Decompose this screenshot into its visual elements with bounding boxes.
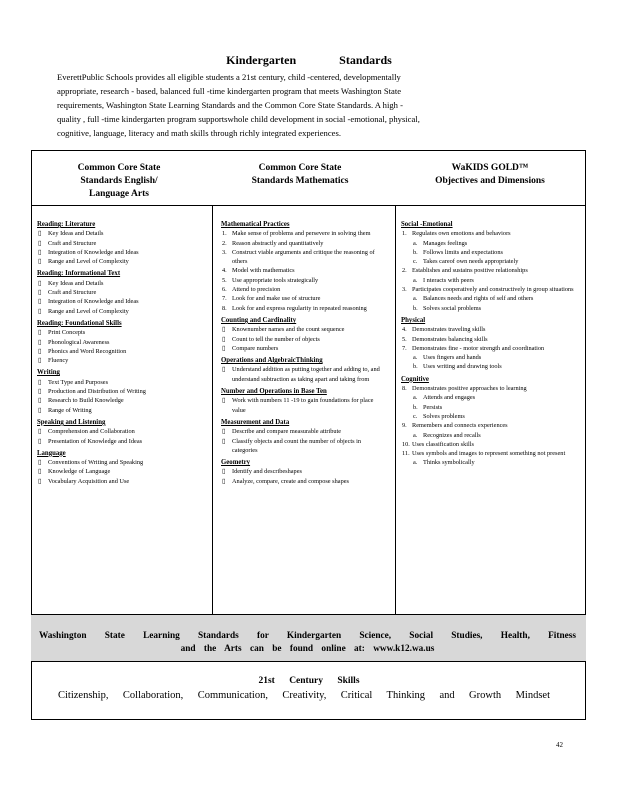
item-text: Knownumber names and the count sequence xyxy=(232,326,345,334)
note-line: Washington State Learning Standards for Kindergarten Science, Social Studies, Health, Fitness xyxy=(39,631,576,641)
list-item xyxy=(221,467,386,476)
section-heading xyxy=(37,449,207,458)
item-marker: ▯ xyxy=(38,298,42,306)
item-marker: 1. xyxy=(222,230,227,238)
item-text: Persists xyxy=(423,403,443,411)
list-item xyxy=(37,437,207,446)
item-text: I nteracts with peers xyxy=(423,276,474,284)
item-text: Demonstrates positive approaches to learning xyxy=(412,385,527,393)
list-item xyxy=(221,285,386,294)
item-marker: a. xyxy=(413,239,418,247)
item-marker: 5. xyxy=(402,335,407,343)
item-marker: ▯ xyxy=(222,335,226,343)
item-marker: ▯ xyxy=(38,329,42,337)
item-text: Solves problems xyxy=(423,412,465,420)
list-item xyxy=(221,437,386,456)
item-text: Compare numbers xyxy=(232,344,279,352)
list-item xyxy=(221,248,386,267)
list-item xyxy=(221,335,386,344)
item-text: Integration of Knowledge and Ideas xyxy=(48,298,139,306)
item-text: Look for and make use of structure xyxy=(232,295,321,303)
intro-line: cognitive, language, literacy and math skills through richly integrated experiences. xyxy=(57,128,341,138)
section-heading xyxy=(37,418,207,427)
item-text: Phonics and Word Recognition xyxy=(48,347,127,355)
list-item xyxy=(37,467,207,476)
item-text: Look for and express regularity in repeated reasoning xyxy=(232,304,367,312)
item-text: Integration of Knowledge and Ideas xyxy=(48,248,139,256)
list-item xyxy=(221,294,386,303)
list-item xyxy=(37,229,207,238)
list-item xyxy=(37,356,207,365)
intro-line: appropriate, research - based, balanced full -time kindergarten program that meets Washington State xyxy=(57,86,402,96)
item-marker: a. xyxy=(413,354,418,362)
list-item xyxy=(401,266,579,275)
item-text: Solves social problems xyxy=(423,304,482,312)
item-text: Participates cooperatively and constructively in group situations xyxy=(412,286,574,294)
item-text: Demonstrates fine - motor strength and coordination xyxy=(412,344,545,352)
intro-paragraph xyxy=(57,70,557,140)
item-marker: ▯ xyxy=(38,468,42,476)
list-item xyxy=(401,239,579,248)
section-heading-text: Measurement and Data xyxy=(221,418,290,426)
item-marker: 2. xyxy=(222,239,227,247)
heading-line: Objectives and Dimensions xyxy=(435,176,545,186)
item-text: Fluency xyxy=(48,357,69,365)
section-heading xyxy=(221,356,386,365)
item-text: Manages feelings xyxy=(423,239,468,247)
item-text: Uses classification skills xyxy=(412,440,474,448)
item-text: Make sense of problems and persevere in solving them xyxy=(232,230,371,238)
item-marker: a. xyxy=(413,295,418,303)
item-text: Describe and compare measurable attribute xyxy=(232,428,342,436)
list-item xyxy=(401,304,579,313)
skills-heading: 21st Century Skills xyxy=(258,676,360,686)
item-marker: ▯ xyxy=(38,428,42,436)
ela-standards-list xyxy=(37,220,207,486)
item-text: Remembers and connects experiences xyxy=(412,422,508,430)
item-text: Takes careof own needs appropriately xyxy=(423,258,519,266)
item-marker: 3. xyxy=(402,286,407,294)
item-marker: ▯ xyxy=(38,258,42,266)
item-text: Comprehension and Collaboration xyxy=(48,428,135,436)
section-heading xyxy=(37,269,207,278)
section-heading-text: Geometry xyxy=(221,459,251,467)
list-item xyxy=(401,384,579,393)
item-marker: ▯ xyxy=(222,326,226,334)
list-item xyxy=(37,458,207,467)
list-item xyxy=(37,378,207,387)
list-item xyxy=(37,387,207,396)
section-heading xyxy=(401,220,579,229)
math-column-heading xyxy=(220,162,380,188)
heading-line: Common Core State xyxy=(77,163,161,173)
item-marker: ▯ xyxy=(38,357,42,365)
item-marker: 8. xyxy=(222,304,227,312)
list-item xyxy=(37,307,207,316)
list-item xyxy=(221,396,386,415)
section-heading xyxy=(37,319,207,328)
list-item xyxy=(221,304,386,313)
item-text: Work with numbers 11 -19 to gain foundations for place value xyxy=(232,397,374,414)
item-marker: 1. xyxy=(402,230,407,238)
list-item xyxy=(37,328,207,337)
item-marker: 3. xyxy=(222,248,227,256)
heading-line: Standards Mathematics xyxy=(251,176,349,186)
list-item xyxy=(221,229,386,238)
item-text: Craft and Structure xyxy=(48,239,97,247)
section-heading-text: Cognitive xyxy=(401,375,429,383)
list-item xyxy=(401,403,579,412)
item-marker: ▯ xyxy=(38,279,42,287)
item-marker: b. xyxy=(413,403,418,411)
section-heading xyxy=(37,368,207,377)
item-text: Recognizes and recalls xyxy=(423,431,481,439)
item-marker: ▯ xyxy=(38,289,42,297)
section-heading-text: Reading: Informational Text xyxy=(37,270,121,278)
list-item xyxy=(401,335,579,344)
section-heading-text: Social -Emotional xyxy=(401,221,453,228)
item-text: Craft and Structure xyxy=(48,289,97,297)
section-heading xyxy=(221,418,386,427)
intro-line: quality , full -time kindergarten program supportswhole child development in social -emotional, physical, xyxy=(57,114,420,124)
item-marker: ▯ xyxy=(38,338,42,346)
heading-line: Language Arts xyxy=(89,189,149,199)
section-heading-text: Reading: Literature xyxy=(37,221,96,228)
item-marker: ▯ xyxy=(222,477,226,485)
item-marker: a. xyxy=(413,276,418,284)
list-item xyxy=(401,449,579,458)
page-number: 42 xyxy=(556,741,563,749)
section-heading-text: Operations and AlgebraicThinking xyxy=(221,357,323,365)
section-heading-text: Reading: Foundational Skills xyxy=(37,319,122,327)
wakids-column-heading xyxy=(400,162,580,188)
item-text: Regulates own emotions and behaviors xyxy=(412,230,511,238)
item-text: Attend to precision xyxy=(232,286,281,294)
list-item xyxy=(37,396,207,405)
item-marker: a. xyxy=(413,431,418,439)
section-heading-text: Speaking and Listening xyxy=(37,418,106,426)
item-text: Classify objects and count the number of objects in categories xyxy=(232,437,362,454)
math-standards-list xyxy=(221,220,386,486)
item-marker: ▯ xyxy=(222,397,226,405)
list-item xyxy=(401,325,579,334)
heading-line: Common Core State xyxy=(258,163,342,173)
list-item xyxy=(221,344,386,353)
list-item xyxy=(401,421,579,430)
item-marker: a. xyxy=(413,459,418,467)
item-marker: ▯ xyxy=(38,437,42,445)
item-text: Knowledge of Language xyxy=(48,468,111,476)
item-marker: ▯ xyxy=(38,307,42,315)
list-item xyxy=(37,279,207,288)
list-item xyxy=(401,353,579,362)
item-marker: ▯ xyxy=(38,347,42,355)
section-heading-text: Writing xyxy=(37,369,60,377)
section-heading-text: Counting and Cardinality xyxy=(221,316,297,324)
item-text: Reason abstractly and quantitatively xyxy=(232,239,324,247)
item-marker: 2. xyxy=(402,267,407,275)
header-divider xyxy=(31,205,586,206)
item-marker: ▯ xyxy=(222,468,226,476)
list-item xyxy=(37,297,207,306)
item-text: Vocabulary Acquisition and Use xyxy=(48,477,130,485)
list-item xyxy=(401,440,579,449)
item-marker: ▯ xyxy=(222,428,226,436)
item-text: Range and Level of Complexity xyxy=(48,307,129,315)
list-item xyxy=(401,294,579,303)
column-divider xyxy=(395,205,396,614)
list-item xyxy=(401,229,579,238)
section-heading xyxy=(221,220,386,229)
list-item xyxy=(37,406,207,415)
item-marker: 9. xyxy=(402,422,407,430)
item-marker: c. xyxy=(413,412,418,420)
section-heading-text: Number and Operations in Base Ten xyxy=(221,388,327,396)
item-text: Thinks symbolically xyxy=(423,459,475,467)
list-item xyxy=(401,257,579,266)
item-text: Print Concepts xyxy=(48,329,86,337)
list-item xyxy=(401,362,579,371)
item-text: Presentation of Knowledge and Ideas xyxy=(48,437,143,445)
note-line: and the Arts can be found online at: www.k12.wa.us xyxy=(180,644,435,654)
list-item xyxy=(221,266,386,275)
ela-column-heading xyxy=(44,162,194,201)
item-marker: b. xyxy=(413,248,418,256)
item-marker: 6. xyxy=(222,286,227,294)
list-item xyxy=(221,365,386,384)
item-text: Use appropriate tools strategically xyxy=(232,276,319,284)
section-heading xyxy=(221,458,386,467)
item-marker: 5. xyxy=(222,276,227,284)
list-item xyxy=(401,285,579,294)
list-item xyxy=(401,344,579,353)
list-item xyxy=(401,393,579,402)
intro-line: requirements, Washington State Learning Standards and the Common Core State Standards. A high - xyxy=(57,100,403,110)
item-text: Balances needs and rights of self and others xyxy=(423,295,534,303)
item-marker: ▯ xyxy=(222,344,226,352)
list-item xyxy=(221,276,386,285)
item-marker: 11. xyxy=(402,450,410,458)
item-marker: ▯ xyxy=(38,406,42,414)
list-item xyxy=(37,239,207,248)
intro-line: EverettPublic Schools provides all eligible students a 21st century, child -centered, developmentally xyxy=(57,72,401,82)
section-heading xyxy=(401,375,579,384)
section-heading-text: Language xyxy=(37,449,66,457)
item-marker: c. xyxy=(413,258,418,266)
item-text: Uses writing and drawing tools xyxy=(423,363,502,371)
skills-list: Citizenship, Collaboration, Communication, Creativity, Critical Thinking and Growth Mindset xyxy=(58,690,550,701)
item-marker: ▯ xyxy=(38,378,42,386)
item-text: Construct viable arguments and critique the reasoning of others xyxy=(232,248,375,266)
list-item xyxy=(221,477,386,486)
section-heading xyxy=(401,316,579,325)
section-heading-text: Physical xyxy=(401,316,426,324)
list-item xyxy=(37,288,207,297)
list-item xyxy=(401,458,579,467)
item-text: Analyze, compare, create and compose shapes xyxy=(232,477,349,485)
section-heading xyxy=(221,316,386,325)
item-marker: b. xyxy=(413,363,418,371)
item-text: Research to Build Knowledge xyxy=(48,397,124,405)
list-item xyxy=(37,257,207,266)
item-marker: ▯ xyxy=(222,437,226,445)
item-text: Understand addition as putting together and adding to, and understand subtraction as taking apart and taking from xyxy=(232,366,380,383)
list-item xyxy=(221,239,386,248)
list-item xyxy=(37,427,207,436)
list-item xyxy=(401,412,579,421)
list-item xyxy=(37,338,207,347)
item-text: Production and Distribution of Writing xyxy=(48,388,146,396)
item-marker: ▯ xyxy=(222,366,226,374)
item-text: Key Ideas and Details xyxy=(48,230,104,238)
item-text: Model with mathematics xyxy=(232,267,295,275)
item-marker: ▯ xyxy=(38,230,42,238)
item-marker: ▯ xyxy=(38,397,42,405)
list-item xyxy=(37,347,207,356)
heading-line: Standards English/ xyxy=(80,176,158,186)
list-item xyxy=(221,325,386,334)
item-marker: 10. xyxy=(402,440,410,448)
item-text: Demonstrates traveling skills xyxy=(412,326,486,334)
item-text: Range and Level of Complexity xyxy=(48,258,129,266)
item-marker: a. xyxy=(413,394,418,402)
item-text: Conventions of Writing and Speaking xyxy=(48,459,144,467)
item-text: Key Ideas and Details xyxy=(48,279,104,287)
column-divider xyxy=(212,205,213,614)
wakids-objectives-list xyxy=(401,220,579,468)
item-marker: ▯ xyxy=(38,248,42,256)
list-item xyxy=(401,431,579,440)
item-marker: ▯ xyxy=(38,477,42,485)
item-text: Phonological Awareness xyxy=(48,338,110,346)
item-marker: 7. xyxy=(402,344,407,352)
item-marker: 4. xyxy=(402,326,407,334)
item-text: Demonstrates balancing skills xyxy=(412,335,488,343)
section-heading xyxy=(37,220,207,229)
item-text: Identify and describeshapes xyxy=(232,468,302,476)
list-item xyxy=(401,276,579,285)
page-title: Kindergarten Standards xyxy=(226,53,392,67)
item-marker: 8. xyxy=(402,385,407,393)
item-text: Text Type and Purposes xyxy=(48,378,109,386)
item-text: Uses symbols and images to represent something not present xyxy=(412,450,566,458)
item-text: Range of Writing xyxy=(48,406,92,414)
item-text: Follows limits and expectations xyxy=(423,248,503,256)
list-item xyxy=(221,427,386,436)
item-text: Establishes and sustains positive relationships xyxy=(412,267,528,275)
item-marker: ▯ xyxy=(38,239,42,247)
item-text: Uses fingers and hands xyxy=(423,354,482,362)
list-item xyxy=(401,248,579,257)
item-marker: ▯ xyxy=(38,459,42,467)
list-item xyxy=(37,248,207,257)
item-text: Attends and engages xyxy=(423,394,476,402)
item-text: Count to tell the number of objects xyxy=(232,335,320,343)
section-heading-text: Mathematical Practices xyxy=(221,221,290,228)
state-standards-note xyxy=(31,614,586,662)
heading-line: WaKIDS GOLD™ xyxy=(451,163,529,173)
list-item xyxy=(37,477,207,486)
item-marker: ▯ xyxy=(38,388,42,396)
item-marker: 4. xyxy=(222,267,227,275)
item-marker: b. xyxy=(413,304,418,312)
section-heading xyxy=(221,387,386,396)
item-marker: 7. xyxy=(222,295,227,303)
